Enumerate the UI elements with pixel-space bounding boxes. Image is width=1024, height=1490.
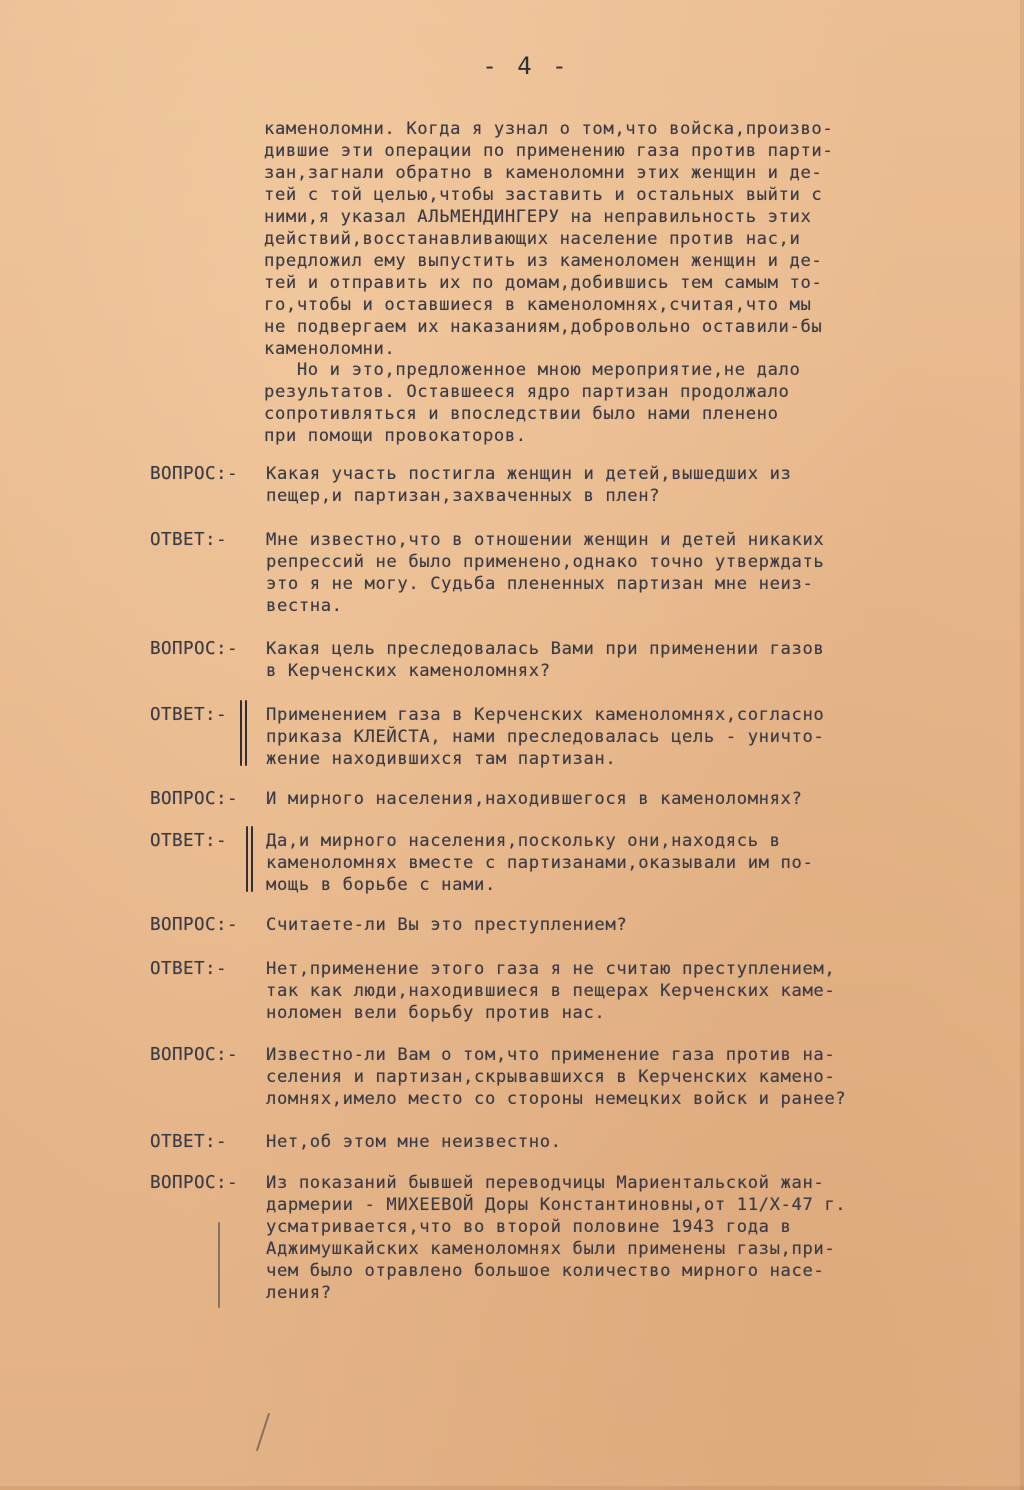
question-label: ВОПРОС:- bbox=[150, 789, 238, 809]
question-label: ВОПРОС:- bbox=[150, 1045, 238, 1065]
question-line: усматривается,что во второй половине 1943 года в bbox=[266, 1217, 792, 1237]
answer-label: ОТВЕТ:- bbox=[150, 705, 227, 725]
answer-label: ОТВЕТ:- bbox=[150, 959, 227, 979]
answer-line: Применением газа в Керченских каменоломнях,согласно bbox=[266, 705, 825, 725]
page-edge-right bbox=[1020, 0, 1024, 1490]
intro-line: каменоломни. Когда я узнал о том,что войска,произво- bbox=[264, 119, 834, 139]
question-label: ВОПРОС:- bbox=[150, 1173, 238, 1193]
intro-line: дившие эти операции по применению газа против парти- bbox=[264, 141, 834, 161]
pencil-stroke bbox=[256, 1413, 270, 1452]
intro-line: тей с той целью,чтобы заставить и остальных выйти с bbox=[264, 185, 823, 205]
answer-line: так как люди,находившиеся в пещерах Керченских каме- bbox=[266, 981, 836, 1001]
question-line: Известно-ли Вам о том,что применение газа против на- bbox=[266, 1045, 836, 1065]
answer-line: Мне известно,что в отношении женщин и детей никаких bbox=[266, 530, 825, 550]
intro-line: го,чтобы и оставшиеся в каменоломнях,считая,что мы bbox=[264, 295, 812, 315]
intro-line: результатов. Оставшееся ядро партизан продолжало bbox=[264, 382, 790, 402]
question-label: ВОПРОС:- bbox=[150, 915, 238, 935]
answer-line: Нет,об этом мне неизвестно. bbox=[266, 1132, 562, 1152]
answer-line: это я не могу. Судьба плененных партизан мне неиз- bbox=[266, 574, 814, 594]
pencil-margin-mark bbox=[218, 1222, 220, 1308]
page-edge-bottom bbox=[0, 1486, 1024, 1490]
question-line: чем было отравлено большое количество мирного насе- bbox=[266, 1261, 825, 1281]
question-line: дармерии - МИХЕЕВОЙ Доры Константиновны,от 11/Х-47 г. bbox=[266, 1195, 847, 1215]
answer-line: приказа КЛЕЙСТА, нами преследовалась цель - уничто- bbox=[266, 727, 825, 747]
answer-line: каменоломнях вместе с партизанами,оказывали им по- bbox=[266, 853, 814, 873]
intro-line: не подвергаем их наказаниям,добровольно оставили-бы bbox=[264, 317, 823, 337]
intro-line: каменоломни. bbox=[264, 339, 396, 359]
page-number: - 4 - bbox=[482, 52, 570, 80]
intro-line: предложил ему выпустить из каменоломен женщин и де- bbox=[264, 251, 823, 271]
question-line: селения и партизан,скрывавшихся в Керченских камено- bbox=[266, 1067, 836, 1087]
question-label: ВОПРОС:- bbox=[150, 639, 238, 659]
intro-line: при помощи провокаторов. bbox=[264, 426, 527, 446]
intro-line: Но и это,предложенное мною мероприятие,не дало bbox=[264, 360, 801, 380]
answer-line: Нет,применение этого газа я не считаю преступлением, bbox=[266, 959, 836, 979]
question-line: Аджимушкайских каменоломнях были применены газы,при- bbox=[266, 1239, 836, 1259]
answer-line: жение находившихся там партизан. bbox=[266, 749, 617, 769]
answer-line: вестна. bbox=[266, 596, 343, 616]
intro-line: тей и отправить их по домам,добившись тем самым то- bbox=[264, 273, 823, 293]
margin-mark bbox=[251, 826, 253, 892]
intro-line: зан,загнали обратно в каменоломни этих женщин и де- bbox=[264, 163, 823, 183]
question-line: ления? bbox=[266, 1283, 332, 1303]
margin-mark bbox=[240, 700, 242, 766]
margin-mark bbox=[246, 826, 248, 892]
answer-line: ноломен вели борьбу против нас. bbox=[266, 1003, 606, 1023]
intro-line: ними,я указал АЛЬМЕНДИНГЕРУ на неправильность этих bbox=[264, 207, 812, 227]
question-line: в Керченских каменоломнях? bbox=[266, 661, 551, 681]
intro-line: сопротивляться и впоследствии было нами пленено bbox=[264, 404, 779, 424]
margin-mark bbox=[245, 700, 247, 766]
answer-line: Да,и мирного населения,поскольку они,находясь в bbox=[266, 831, 781, 851]
answer-label: ОТВЕТ:- bbox=[150, 530, 227, 550]
answer-label: ОТВЕТ:- bbox=[150, 1132, 227, 1152]
answer-line: репрессий не было применено,однако точно утверждать bbox=[266, 552, 825, 572]
question-label: ВОПРОС:- bbox=[150, 464, 238, 484]
intro-line: действий,восстанавливающих население против нас,и bbox=[264, 229, 801, 249]
question-line: ломнях,имело место со стороны немецких войск и ранее? bbox=[266, 1089, 847, 1109]
question-line: Какая цель преследовалась Вами при применении газов bbox=[266, 639, 825, 659]
question-line: Какая участь постигла женщин и детей,вышедших из bbox=[266, 464, 792, 484]
question-line: Считаете-ли Вы это преступлением? bbox=[266, 915, 628, 935]
answer-line: мощь в борьбе с нами. bbox=[266, 875, 496, 895]
question-line: пещер,и партизан,захваченных в плен? bbox=[266, 486, 661, 506]
question-line: Из показаний бывшей переводчицы Мариентальской жан- bbox=[266, 1173, 825, 1193]
answer-label: ОТВЕТ:- bbox=[150, 831, 227, 851]
question-line: И мирного населения,находившегося в каменоломнях? bbox=[266, 789, 803, 809]
